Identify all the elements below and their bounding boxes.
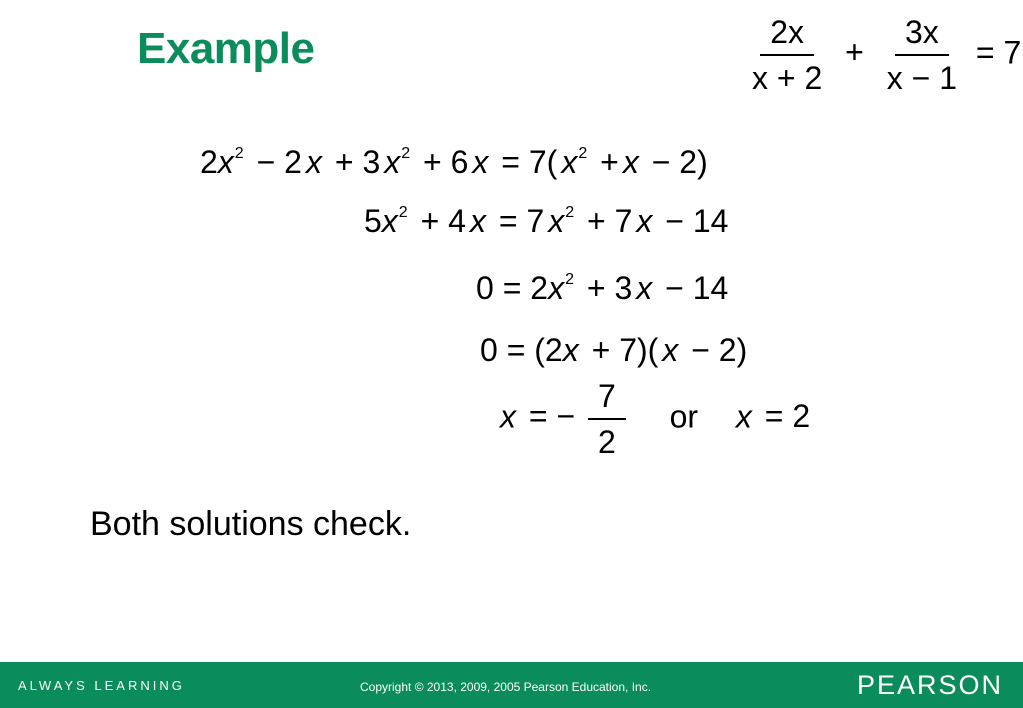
term: + [600,144,619,180]
variable: x [562,332,579,368]
given-fraction-2 [877,16,967,94]
or-word: or [669,398,699,435]
term: 0 = 2 [476,270,549,306]
term: = 2 [764,398,811,435]
term: = 7( [501,144,558,180]
term: + 3 [334,144,381,180]
solution-fraction-denominator: 2 [598,424,616,460]
exponent: 2 [565,204,575,221]
variable: x [217,144,234,180]
given-plus: + [845,34,864,71]
equation-line-2 [364,205,732,237]
solution-fraction-numerator: 7 [588,380,626,420]
given-rhs: = 7 [975,34,1022,71]
exponent: 2 [401,145,411,162]
variable: x [636,203,653,239]
variable: x [381,203,398,239]
term: = 7 [498,203,545,239]
variable: x [561,144,578,180]
term: − 2 [256,144,302,180]
term: 2 [200,144,218,180]
equation-line-1 [200,146,712,178]
term: 0 = (2 [480,332,563,368]
solution-fraction [588,380,626,458]
term: + 7 [587,203,633,239]
term: + 7)( [591,332,659,368]
exponent: 2 [398,204,408,221]
given-fraction-1-denominator: x + 2 [752,60,823,96]
given-fraction-1-numerator: 2x [760,16,814,56]
exponent: 2 [578,145,588,162]
variable: x [622,144,639,180]
slide-title: Example [137,24,315,73]
footer-copyright: Copyright © 2013, 2009, 2005 Pearson Education, Inc. [360,680,652,694]
variable: x [472,144,489,180]
term: − 2) [691,332,748,368]
term: 5 [364,203,382,239]
variable: x [500,398,516,435]
equation-line-4 [480,334,751,366]
exponent: 2 [234,145,244,162]
exponent: 2 [565,271,574,288]
variable: x [305,144,322,180]
variable: x [469,203,486,239]
given-fraction-1 [742,16,832,94]
equation-line-3 [476,272,732,304]
variable: x [548,203,565,239]
given-fraction-2-numerator: 3x [895,16,949,56]
footer-tagline: ALWAYS LEARNING [18,678,185,693]
variable: x [384,144,401,180]
variable: x [636,270,653,306]
term: − 14 [665,203,729,239]
variable: x [662,332,679,368]
body-text: Both solutions check. [90,505,412,543]
term: + 3 [586,270,633,306]
term: − 14 [665,270,729,306]
variable: x [548,270,565,306]
term: + 6 [423,144,469,180]
footer-bar [0,662,1023,708]
solution-line [500,380,814,458]
given-equation [742,16,1021,94]
term: − 2) [651,144,708,180]
term: = − [528,398,576,435]
variable: x [735,398,752,435]
pearson-logo: PEARSON [856,670,1003,700]
term: + 4 [420,203,466,239]
given-fraction-2-denominator: x − 1 [886,60,957,96]
